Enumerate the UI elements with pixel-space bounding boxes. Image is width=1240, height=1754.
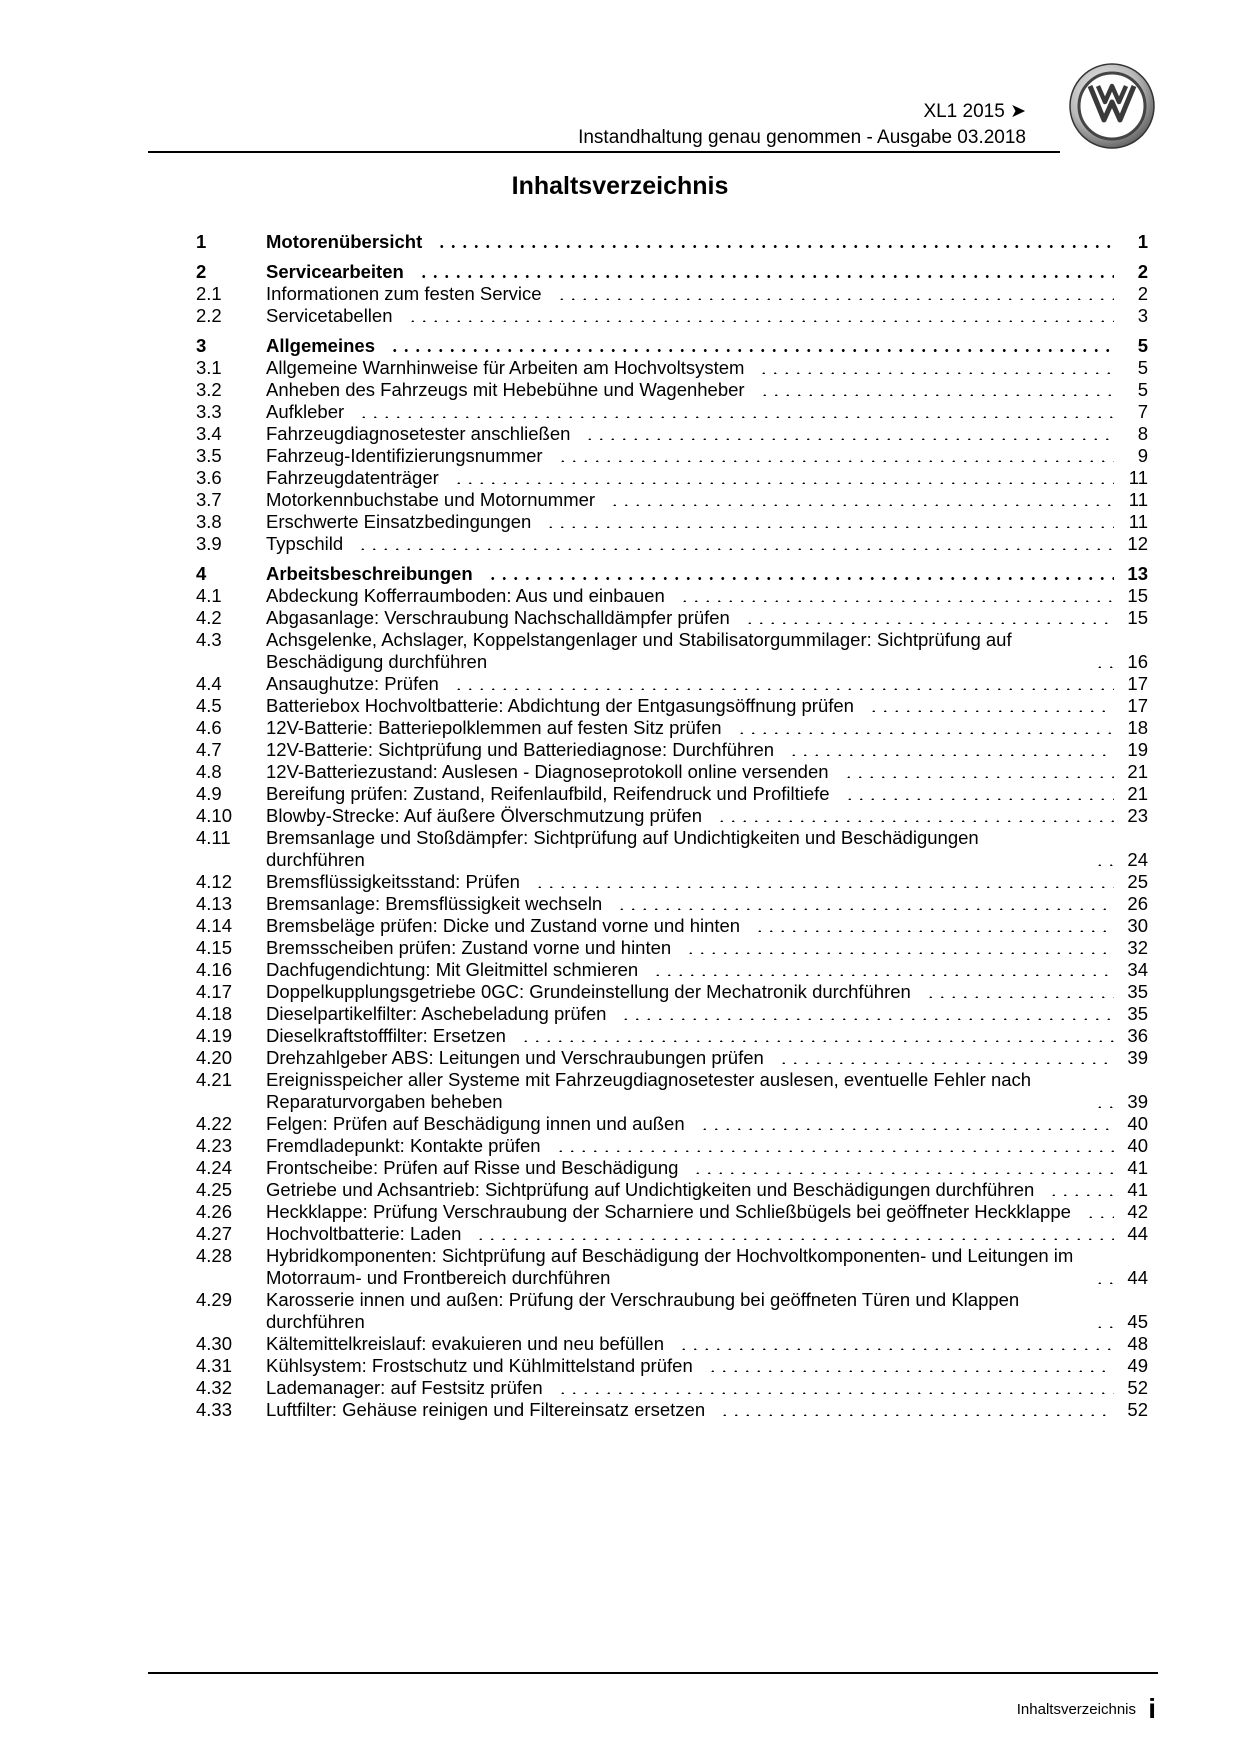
- dot-leader: [699, 1128, 1114, 1130]
- toc-entry-page: 39: [1127, 1091, 1148, 1112]
- toc-entry-title: Allgemeine Warnhinweise für Arbeiten am Hochvoltsystem: [266, 357, 745, 378]
- dot-leader: [1094, 1106, 1114, 1108]
- dot-leader: [453, 482, 1114, 484]
- toc-entry[interactable]: [196, 673, 1148, 695]
- toc-entry-title: Bremsflüssigkeitsstand: Prüfen: [266, 871, 520, 892]
- toc-entry-title: Allgemeines: [266, 335, 375, 356]
- dot-leader: [868, 710, 1114, 712]
- toc-entry[interactable]: [196, 261, 1148, 283]
- dot-leader: [1048, 1194, 1114, 1196]
- toc-entry-page: 24: [1127, 849, 1148, 870]
- dot-leader: [1094, 1326, 1114, 1328]
- toc-entry[interactable]: [196, 1003, 1148, 1025]
- toc-entry-number: 4.6: [196, 717, 222, 738]
- toc-entry-number: 3.1: [196, 357, 222, 378]
- toc-entry[interactable]: [196, 335, 1148, 357]
- toc-entry[interactable]: [196, 489, 1148, 511]
- toc-entry-page: 44: [1127, 1223, 1148, 1244]
- toc-entry-number: 3.4: [196, 423, 222, 444]
- toc-entry-number: 2.1: [196, 283, 222, 304]
- dot-leader: [389, 349, 1114, 352]
- toc-entry[interactable]: [196, 445, 1148, 467]
- toc-entry[interactable]: [196, 717, 1148, 739]
- toc-entry-page: 36: [1127, 1025, 1148, 1046]
- dot-leader: [407, 320, 1115, 322]
- toc-entry[interactable]: [196, 423, 1148, 445]
- toc-entry-title: Fahrzeug-Identifizierungsnummer: [266, 445, 543, 466]
- page-header: [148, 62, 1158, 154]
- toc-entry-page: 41: [1127, 1179, 1148, 1200]
- toc-entry-page: 23: [1127, 805, 1148, 826]
- toc-entry-title: 12V-Batteriezustand: Auslesen - Diagnoseprotokoll online versenden: [266, 761, 829, 782]
- toc-entry-title: Anheben des Fahrzeugs mit Hebebühne und Wagenheber: [266, 379, 745, 400]
- toc-entry-title: Heckklappe: Prüfung Verschraubung der Scharniere und Schließbügels bei geöffneter Heckklappe: [266, 1201, 1071, 1222]
- dot-leader: [436, 245, 1114, 248]
- toc-entry-title: Fahrzeugdiagnosetester anschließen: [266, 423, 571, 444]
- toc-entry[interactable]: [196, 761, 1148, 783]
- toc-entry[interactable]: [196, 1377, 1148, 1399]
- dot-leader: [1094, 864, 1114, 866]
- toc-entry-title: Hybridkomponenten: Sichtprüfung auf Beschädigung der Hochvoltkomponenten- und Leitungen im Motorraum- und Frontbereich durchführen: [266, 1245, 1074, 1288]
- toc-entry-number: 4.28: [196, 1245, 233, 1266]
- dot-leader: [736, 732, 1114, 734]
- toc-entry-title: Bremsscheiben prüfen: Zustand vorne und hinten: [266, 937, 672, 958]
- toc-entry-title: Ereignisspeicher aller Systeme mit Fahrzeugdiagnosetester auslesen, eventuelle Fehler nach Reparaturvorgaben beheben: [266, 1069, 1032, 1112]
- toc-entry-title: Frontscheibe: Prüfen auf Risse und Beschädigung: [266, 1157, 679, 1178]
- toc-entry-page: 35: [1127, 1003, 1148, 1024]
- dot-leader: [1094, 1282, 1114, 1284]
- toc-entry-title: Batteriebox Hochvoltbatterie: Abdichtung der Entgasungsöffnung prüfen: [266, 695, 854, 716]
- toc-entry-page: 12: [1127, 533, 1148, 554]
- toc-entry-page: 9: [1137, 445, 1148, 466]
- dot-leader: [759, 394, 1114, 396]
- toc-entry-title: Bremsanlage und Stoßdämpfer: Sichtprüfung auf Undichtigkeiten und Beschädigungen durchführen: [266, 827, 979, 870]
- toc-entry-page: 5: [1137, 379, 1148, 400]
- dot-leader: [556, 298, 1114, 300]
- toc-entry[interactable]: [196, 357, 1148, 379]
- toc-entry[interactable]: [196, 695, 1148, 717]
- toc-entry-number: 4.1: [196, 585, 222, 606]
- toc-entry-page: 42: [1127, 1201, 1148, 1222]
- dot-leader: [557, 1392, 1114, 1394]
- toc-entry-page: 1: [1137, 231, 1148, 252]
- toc-entry-page: 18: [1127, 717, 1148, 738]
- toc-entry-page: 7: [1137, 401, 1148, 422]
- toc-entry-title: Abdeckung Kofferraumboden: Aus und einbauen: [266, 585, 665, 606]
- dot-leader: [925, 996, 1114, 998]
- toc-entry-number: 4.20: [196, 1047, 233, 1068]
- toc-entry[interactable]: [196, 1355, 1148, 1377]
- toc-entry-page: 39: [1127, 1047, 1148, 1068]
- toc-entry-title: Motorenübersicht: [266, 231, 423, 252]
- toc-entry[interactable]: [196, 401, 1148, 423]
- dot-leader: [843, 776, 1114, 778]
- toc-entry-page: 5: [1137, 357, 1148, 378]
- dot-leader: [616, 908, 1114, 910]
- toc-entry-number: 4: [196, 563, 207, 584]
- toc-entry-title: 12V-Batterie: Sichtprüfung und Batteriediagnose: Durchführen: [266, 739, 775, 760]
- toc-entry-page: 44: [1127, 1267, 1148, 1288]
- toc-entry-page: 34: [1127, 959, 1148, 980]
- toc-entry[interactable]: [196, 1223, 1148, 1245]
- toc-entry-number: 4.16: [196, 959, 233, 980]
- toc-entry-number: 4.15: [196, 937, 233, 958]
- toc-entry[interactable]: [196, 959, 1148, 981]
- dot-leader: [545, 526, 1114, 528]
- toc-entry-title: Kühlsystem: Frostschutz und Kühlmittelstand prüfen: [266, 1355, 693, 1376]
- dot-leader: [453, 688, 1114, 690]
- toc-entry-number: 2.2: [196, 305, 222, 326]
- toc-entry-number: 4.29: [196, 1289, 233, 1310]
- table-of-contents: [196, 231, 1148, 1421]
- toc-entry[interactable]: [196, 1135, 1148, 1157]
- toc-entry-title: Fahrzeugdatenträger: [266, 467, 439, 488]
- toc-entry-number: 2: [196, 261, 207, 282]
- footer-rule: [148, 1672, 1158, 1674]
- toc-entry-page: 32: [1127, 937, 1148, 958]
- toc-entry[interactable]: [196, 915, 1148, 937]
- toc-entry[interactable]: [196, 805, 1148, 827]
- toc-entry-page: 41: [1127, 1157, 1148, 1178]
- toc-entry-number: 4.3: [196, 629, 222, 650]
- header-model: XL1 2015 ➤: [923, 101, 1026, 122]
- toc-entry-number: 4.21: [196, 1069, 233, 1090]
- dot-leader: [584, 438, 1114, 440]
- dot-leader: [418, 275, 1114, 278]
- toc-entry[interactable]: [196, 629, 1148, 673]
- toc-entry-page: 2: [1137, 283, 1148, 304]
- toc-entry-number: 3.2: [196, 379, 222, 400]
- dot-leader: [778, 1062, 1114, 1064]
- toc-entry-number: 3.8: [196, 511, 222, 532]
- dot-leader: [685, 952, 1114, 954]
- toc-entry-title: Blowby-Strecke: Auf äußere Ölverschmutzung prüfen: [266, 805, 702, 826]
- toc-entry-title: Ansaughutze: Prüfen: [266, 673, 439, 694]
- toc-entry[interactable]: [196, 283, 1148, 305]
- toc-entry[interactable]: [196, 981, 1148, 1003]
- toc-entry-page: 17: [1127, 673, 1148, 694]
- toc-entry[interactable]: [196, 827, 1148, 871]
- toc-entry-number: 3.5: [196, 445, 222, 466]
- dot-leader: [557, 460, 1114, 462]
- toc-entry-number: 4.9: [196, 783, 222, 804]
- dot-leader: [534, 886, 1114, 888]
- dot-leader: [555, 1150, 1114, 1152]
- toc-entry-title: Motorkennbuchstabe und Motornummer: [266, 489, 596, 510]
- dot-leader: [679, 600, 1114, 602]
- toc-entry-page: 49: [1127, 1355, 1148, 1376]
- toc-entry-page: 25: [1127, 871, 1148, 892]
- toc-entry[interactable]: [196, 1245, 1148, 1289]
- toc-entry[interactable]: [196, 511, 1148, 533]
- toc-entry-number: 4.4: [196, 673, 222, 694]
- toc-entry-number: 4.2: [196, 607, 222, 628]
- dot-leader: [716, 820, 1114, 822]
- toc-entry[interactable]: [196, 1025, 1148, 1047]
- toc-entry-title: 12V-Batterie: Batteriepolklemmen auf festen Sitz prüfen: [266, 717, 722, 738]
- toc-entry-number: 4.14: [196, 915, 233, 936]
- toc-entry[interactable]: [196, 607, 1148, 629]
- header-subtitle: Instandhaltung genau genommen - Ausgabe 03.2018: [578, 127, 1026, 148]
- toc-entry-page: 15: [1127, 607, 1148, 628]
- toc-entry-title: Dieselpartikelfilter: Aschebeladung prüfen: [266, 1003, 607, 1024]
- dot-leader: [692, 1172, 1114, 1174]
- toc-entry[interactable]: [196, 937, 1148, 959]
- toc-entry[interactable]: [196, 1333, 1148, 1355]
- toc-entry-page: 26: [1127, 893, 1148, 914]
- toc-entry[interactable]: [196, 871, 1148, 893]
- toc-entry[interactable]: [196, 1157, 1148, 1179]
- dot-leader: [719, 1414, 1114, 1416]
- dot-leader: [609, 504, 1114, 506]
- toc-entry-number: 4.33: [196, 1399, 233, 1420]
- dot-leader: [487, 577, 1114, 580]
- toc-entry-title: Arbeitsbeschreibungen: [266, 563, 473, 584]
- toc-entry[interactable]: [196, 783, 1148, 805]
- toc-entry-title: Doppelkupplungsgetriebe 0GC: Grundeinstellung der Mechatronik durchführen: [266, 981, 911, 1002]
- toc-entry[interactable]: [196, 1047, 1148, 1069]
- toc-entry[interactable]: [196, 379, 1148, 401]
- toc-entry-title: Aufkleber: [266, 401, 345, 422]
- toc-entry[interactable]: [196, 1289, 1148, 1333]
- toc-entry-number: 4.23: [196, 1135, 233, 1156]
- toc-entry-number: 4.17: [196, 981, 233, 1002]
- dot-leader: [744, 622, 1114, 624]
- toc-entry-title: Getriebe und Achsantrieb: Sichtprüfung auf Undichtigkeiten und Beschädigungen durchführen: [266, 1179, 1035, 1200]
- toc-entry[interactable]: [196, 585, 1148, 607]
- toc-entry-page: 11: [1128, 511, 1148, 532]
- toc-entry-title: Servicearbeiten: [266, 261, 404, 282]
- toc-entry-number: 3: [196, 335, 207, 356]
- toc-entry-number: 4.32: [196, 1377, 233, 1398]
- toc-entry-page: 45: [1127, 1311, 1148, 1332]
- toc-entry-page: 21: [1127, 761, 1148, 782]
- dot-leader: [707, 1370, 1114, 1372]
- toc-entry-title: Hochvoltbatterie: Laden: [266, 1223, 462, 1244]
- toc-entry-page: 11: [1128, 467, 1148, 488]
- toc-entry-number: 4.5: [196, 695, 222, 716]
- toc-entry[interactable]: [196, 739, 1148, 761]
- toc-entry-page: 11: [1128, 489, 1148, 510]
- toc-entry-page: 52: [1127, 1377, 1148, 1398]
- toc-entry-number: 3.7: [196, 489, 222, 510]
- toc-entry-number: 3.3: [196, 401, 222, 422]
- toc-entry-page: 19: [1127, 739, 1148, 760]
- toc-entry-number: 3.6: [196, 467, 222, 488]
- toc-entry-page: 3: [1137, 305, 1148, 326]
- toc-entry[interactable]: [196, 305, 1148, 327]
- dot-leader: [678, 1348, 1114, 1350]
- toc-entry-title: Fremdladepunkt: Kontakte prüfen: [266, 1135, 541, 1156]
- dot-leader: [758, 372, 1114, 374]
- toc-entry-page: 8: [1137, 423, 1148, 444]
- toc-entry-number: 4.12: [196, 871, 233, 892]
- toc-entry-title: Servicetabellen: [266, 305, 393, 326]
- toc-entry-title: Achsgelenke, Achslager, Koppelstangenlager und Stabilisatorgummilager: Sichtprüfung auf Beschädigung durchführen: [266, 629, 1012, 672]
- toc-entry-title: Dieselkraftstofffilter: Ersetzen: [266, 1025, 506, 1046]
- toc-entry-number: 4.18: [196, 1003, 233, 1024]
- toc-entry-page: 2: [1137, 261, 1148, 282]
- toc-entry-page: 5: [1137, 335, 1148, 356]
- dot-leader: [1085, 1216, 1114, 1218]
- toc-entry-title: Dachfugendichtung: Mit Gleitmittel schmieren: [266, 959, 639, 980]
- toc-entry-number: 4.30: [196, 1333, 233, 1354]
- toc-entry-page: 48: [1127, 1333, 1148, 1354]
- toc-entry-page: 40: [1127, 1113, 1148, 1134]
- toc-entry-page: 13: [1127, 563, 1148, 584]
- toc-entry-number: 3.9: [196, 533, 222, 554]
- toc-entry-number: 4.13: [196, 893, 233, 914]
- toc-entry-number: 4.24: [196, 1157, 233, 1178]
- toc-entry-title: Karosserie innen und außen: Prüfung der Verschraubung bei geöffneten Türen und Klappen durchführen: [266, 1289, 1020, 1332]
- dot-leader: [620, 1018, 1114, 1020]
- toc-entry-number: 4.27: [196, 1223, 233, 1244]
- toc-entry-title: Abgasanlage: Verschraubung Nachschalldämpfer prüfen: [266, 607, 730, 628]
- toc-entry-title: Bereifung prüfen: Zustand, Reifenlaufbild, Reifendruck und Profiltiefe: [266, 783, 830, 804]
- toc-entry[interactable]: [196, 1399, 1148, 1421]
- header-rule: [148, 151, 1060, 153]
- toc-entry[interactable]: [196, 231, 1148, 253]
- dot-leader: [358, 416, 1114, 418]
- toc-entry-page: 17: [1127, 695, 1148, 716]
- toc-entry-page: 15: [1127, 585, 1148, 606]
- page-title: Inhaltsverzeichnis: [511, 172, 729, 200]
- toc-entry-page: 35: [1127, 981, 1148, 1002]
- dot-leader: [1094, 666, 1114, 668]
- toc-entry-title: Typschild: [266, 533, 344, 554]
- toc-entry-number: 4.22: [196, 1113, 233, 1134]
- toc-entry-number: 4.10: [196, 805, 233, 826]
- footer-page-number: i: [1148, 1693, 1156, 1724]
- toc-entry-number: 4.25: [196, 1179, 233, 1200]
- toc-entry-title: Erschwerte Einsatzbedingungen: [266, 511, 532, 532]
- toc-entry-page: 30: [1127, 915, 1148, 936]
- toc-entry-number: 1: [196, 231, 207, 252]
- toc-entry-number: 4.11: [196, 827, 231, 848]
- toc-entry[interactable]: [196, 533, 1148, 555]
- toc-entry[interactable]: [196, 1069, 1148, 1113]
- toc-entry-page: 21: [1127, 783, 1148, 804]
- toc-entry-title: Drehzahlgeber ABS: Leitungen und Verschraubungen prüfen: [266, 1047, 764, 1068]
- dot-leader: [357, 548, 1114, 550]
- vw-logo-icon: [1068, 62, 1156, 150]
- toc-entry[interactable]: [196, 563, 1148, 585]
- toc-entry-title: Lademanager: auf Festsitz prüfen: [266, 1377, 543, 1398]
- toc-entry-page: 52: [1127, 1399, 1148, 1420]
- toc-entry-title: Felgen: Prüfen auf Beschädigung innen und außen: [266, 1113, 685, 1134]
- toc-entry-title: Informationen zum festen Service: [266, 283, 542, 304]
- toc-entry[interactable]: [196, 893, 1148, 915]
- toc-entry-title: Bremsbeläge prüfen: Dicke und Zustand vorne und hinten: [266, 915, 741, 936]
- toc-entry-number: 4.7: [196, 739, 222, 760]
- dot-leader: [788, 754, 1114, 756]
- toc-entry-number: 4.26: [196, 1201, 233, 1222]
- dot-leader: [844, 798, 1114, 800]
- toc-entry-number: 4.19: [196, 1025, 233, 1046]
- toc-entry-title: Luftfilter: Gehäuse reinigen und Filtereinsatz ersetzen: [266, 1399, 706, 1420]
- dot-leader: [475, 1238, 1114, 1240]
- toc-entry-number: 4.31: [196, 1355, 233, 1376]
- footer-label: Inhaltsverzeichnis: [1016, 1701, 1136, 1718]
- toc-entry-title: Kältemittelkreislauf: evakuieren und neu befüllen: [266, 1333, 664, 1354]
- toc-entry-page: 16: [1127, 651, 1148, 672]
- toc-entry[interactable]: [196, 1179, 1148, 1201]
- dot-leader: [520, 1040, 1114, 1042]
- dot-leader: [754, 930, 1114, 932]
- toc-entry-title: Bremsanlage: Bremsflüssigkeit wechseln: [266, 893, 603, 914]
- toc-entry[interactable]: [196, 1201, 1148, 1223]
- toc-entry-number: 4.8: [196, 761, 222, 782]
- toc-entry-page: 40: [1127, 1135, 1148, 1156]
- toc-entry[interactable]: [196, 467, 1148, 489]
- toc-entry[interactable]: [196, 1113, 1148, 1135]
- dot-leader: [652, 974, 1114, 976]
